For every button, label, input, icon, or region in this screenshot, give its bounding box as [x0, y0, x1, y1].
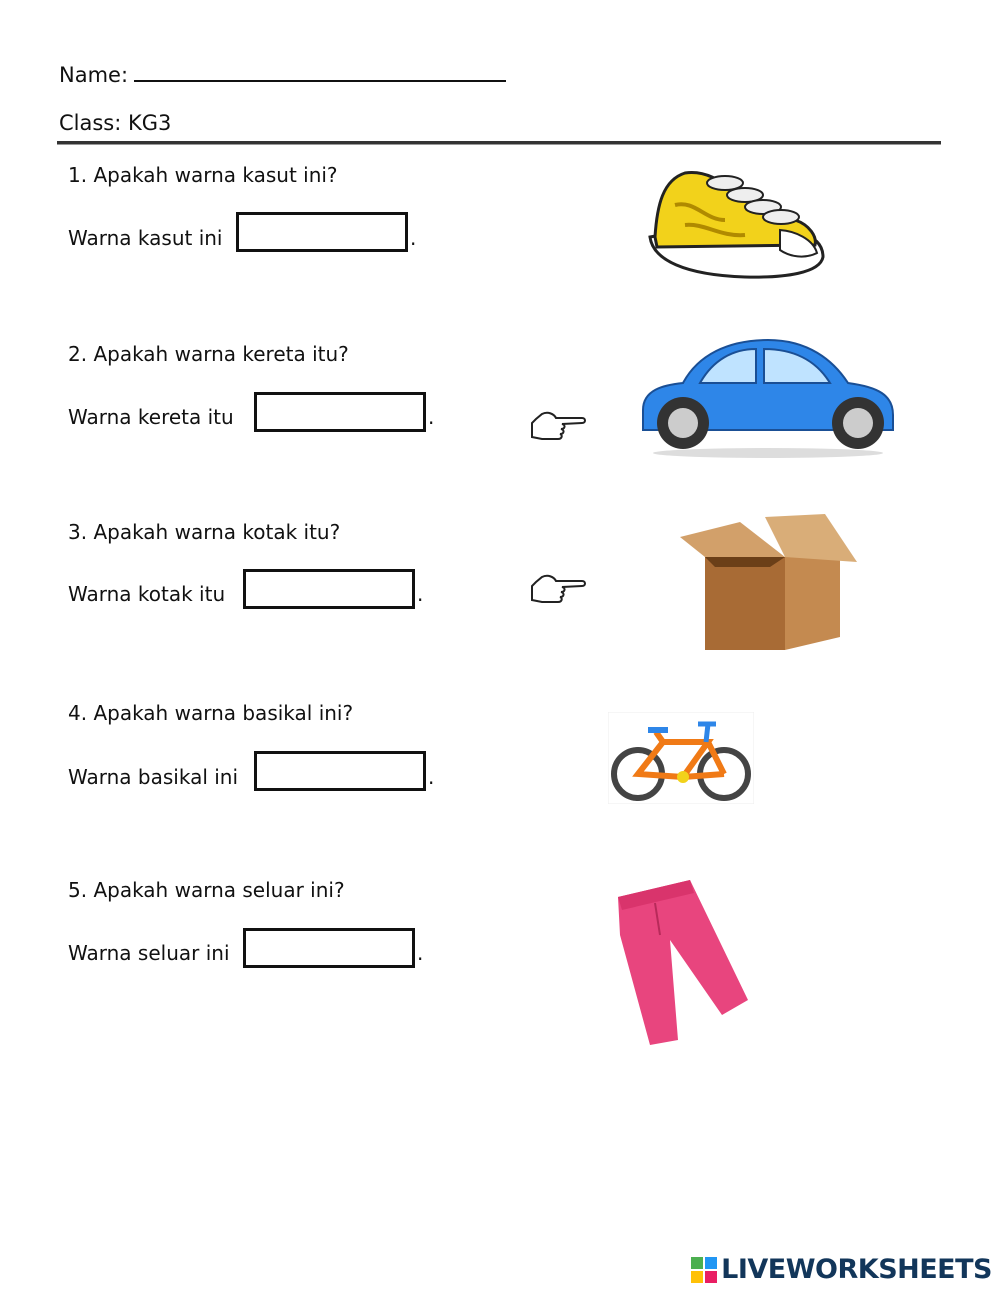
question-5: 5. Apakah warna seluar ini?	[68, 878, 345, 902]
class-label: Class: KG3	[59, 111, 172, 135]
liveworksheets-logo	[691, 1254, 992, 1285]
blue-car-image	[638, 335, 896, 460]
brown-box-image	[675, 512, 863, 652]
name-label: Name:	[59, 63, 129, 87]
answer-input-5[interactable]	[243, 928, 415, 968]
name-row	[59, 62, 506, 87]
prompt-5: Warna seluar ini	[68, 941, 230, 965]
question-2: 2. Apakah warna kereta itu?	[68, 342, 349, 366]
name-blank-line	[134, 62, 506, 82]
answer-input-2[interactable]	[254, 392, 426, 432]
period-2: .	[428, 405, 435, 429]
question-3: 3. Apakah warna kotak itu?	[68, 520, 341, 544]
prompt-3: Warna kotak itu	[68, 582, 226, 606]
yellow-shoe-image	[645, 165, 825, 290]
answer-input-3[interactable]	[243, 569, 415, 609]
period-3: .	[417, 582, 424, 606]
pink-trousers-image	[610, 875, 755, 1050]
question-1: 1. Apakah warna kasut ini?	[68, 163, 338, 187]
period-5: .	[417, 941, 424, 965]
liveworksheets-logo-icon	[691, 1257, 717, 1283]
pointing-hand-icon	[528, 405, 588, 445]
prompt-4: Warna basikal ini	[68, 765, 239, 789]
logo-text: LIVEWORKSHEETS	[721, 1254, 992, 1285]
answer-input-1[interactable]	[236, 212, 408, 252]
prompt-2: Warna kereta itu	[68, 405, 234, 429]
answer-input-4[interactable]	[254, 751, 426, 791]
orange-bicycle-image	[608, 712, 754, 804]
period-1: .	[410, 226, 417, 250]
prompt-1: Warna kasut ini	[68, 226, 223, 250]
pointing-hand-icon	[528, 568, 588, 608]
period-4: .	[428, 765, 435, 789]
header-divider	[57, 141, 941, 144]
question-4: 4. Apakah warna basikal ini?	[68, 701, 354, 725]
